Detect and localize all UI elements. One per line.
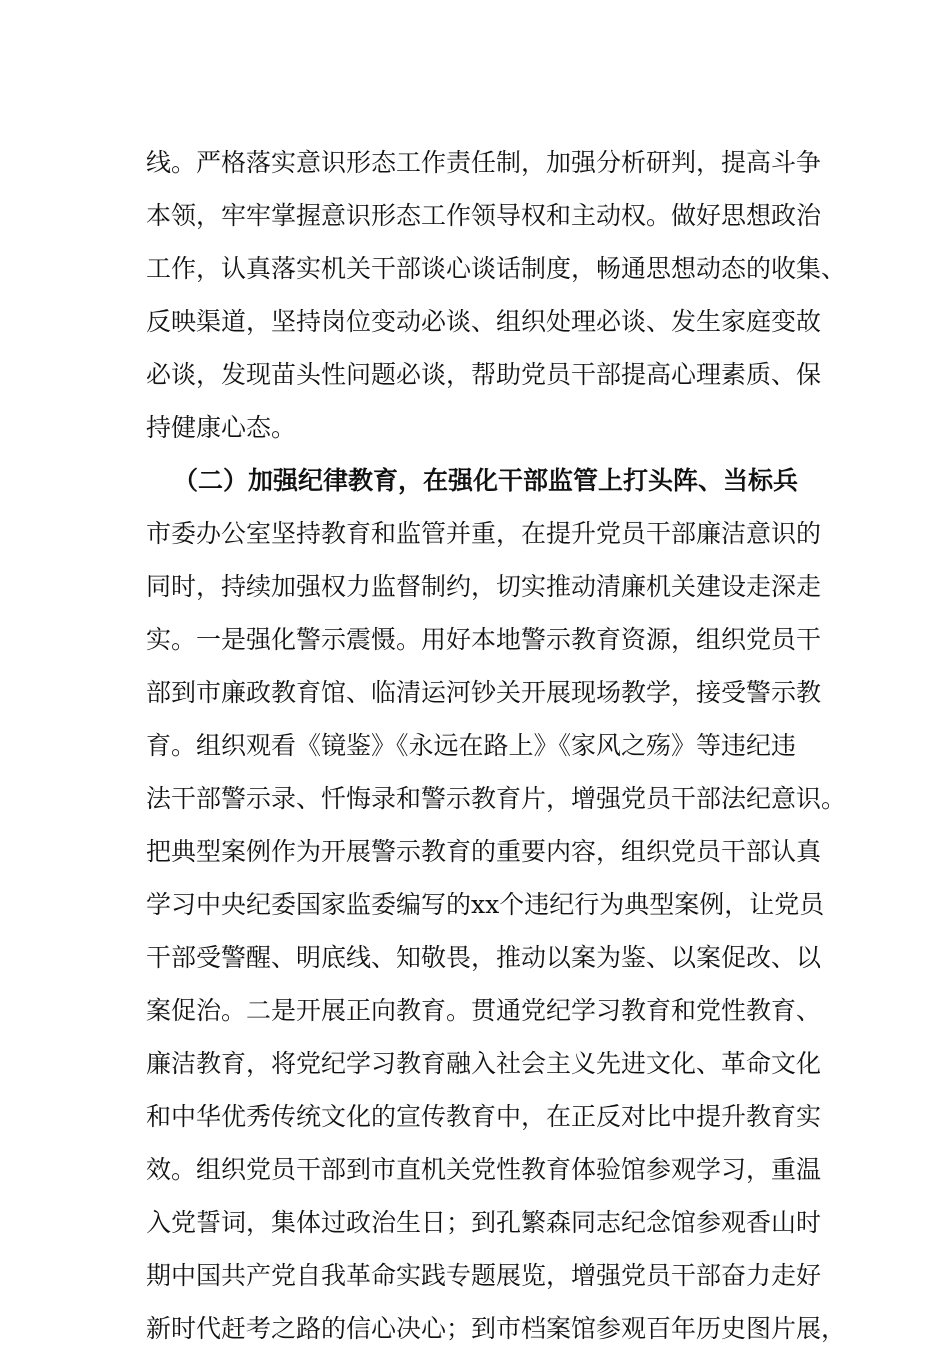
text-line: 必谈，发现苗头性问题必谈，帮助党员干部提高心理素质、保: [146, 360, 822, 389]
body-text: [146, 136, 846, 1355]
text-line: 和中华优秀传统文化的宣传教育中，在正反对比中提升教育实: [146, 1102, 822, 1131]
text-line: 线。严格落实意识形态工作责任制，加强分析研判，提高斗争: [146, 148, 822, 177]
text-line: 反映渠道，坚持岗位变动必谈、组织处理必谈、发生家庭变故: [146, 307, 822, 336]
text-line: 育。组织观看《镜鉴》《永远在路上》《家风之殇》等违纪违: [146, 731, 797, 760]
text-line: 新时代赶考之路的信心决心；到市档案馆参观百年历史图片展，: [146, 1314, 847, 1343]
text-line: 把典型案例作为开展警示教育的重要内容，组织党员干部认真: [146, 837, 822, 866]
text-line: 本领，牢牢掌握意识形态工作领导权和主动权。做好思想政治: [146, 201, 822, 230]
text-line: 廉洁教育，将党纪学习教育融入社会主义先进文化、革命文化: [146, 1049, 822, 1078]
text-line: 部到市廉政教育馆、临清运河钞关开展现场教学，接受警示教: [146, 678, 822, 707]
text-line: 效。组织党员干部到市直机关党性教育体验馆参观学习，重温: [146, 1155, 822, 1184]
text-line: 入党誓词，集体过政治生日；到孔繁森同志纪念馆参观香山时: [146, 1208, 822, 1237]
text-line: 干部受警醒、明底线、知敬畏，推动以案为鉴、以案促改、以: [146, 943, 822, 972]
text-line: 案促治。二是开展正向教育。贯通党纪学习教育和党性教育、: [146, 996, 822, 1025]
text-line: 市委办公室坚持教育和监管并重，在提升党员干部廉洁意识的: [146, 519, 822, 548]
text-line: 同时，持续加强权力监督制约，切实推动清廉机关建设走深走: [146, 572, 822, 601]
text-line: 实。一是强化警示震慑。用好本地警示教育资源，组织党员干: [146, 625, 822, 654]
text-line: 法干部警示录、忏悔录和警示教育片，增强党员干部法纪意识。: [146, 784, 847, 813]
text-line: 工作，认真落实机关干部谈心谈话制度，畅通思想动态的收集、: [146, 254, 847, 283]
text-line: 期中国共产党自我革命实践专题展览，增强党员干部奋力走好: [146, 1261, 822, 1290]
section-heading: （二）加强纪律教育，在强化干部监管上打头阵、当标兵: [173, 466, 799, 495]
text-line: 学习中央纪委国家监委编写的xx个违纪行为典型案例，让党员: [146, 890, 825, 919]
text-line: 持健康心态。: [146, 413, 297, 442]
